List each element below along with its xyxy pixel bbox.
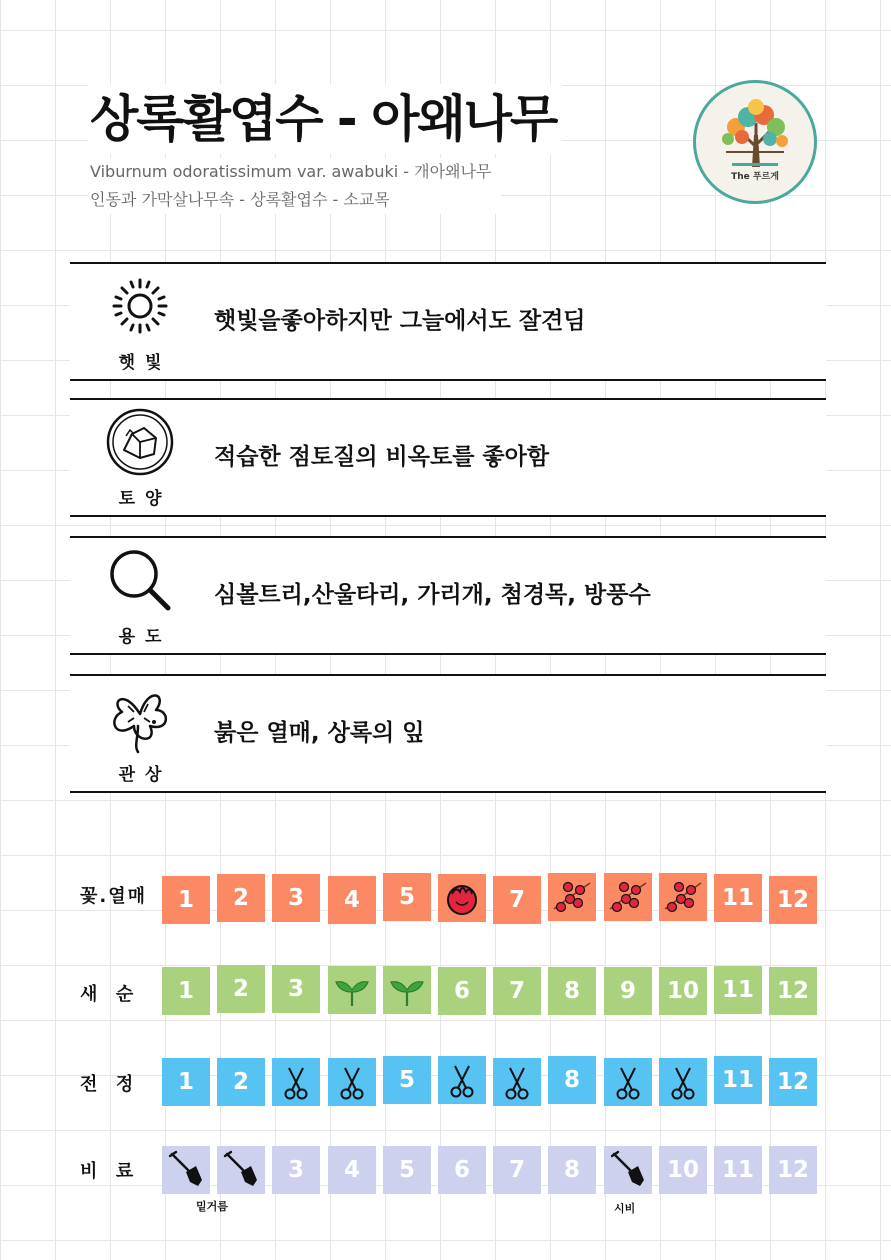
month-cell: 8	[548, 1056, 596, 1104]
section-ornamental	[70, 674, 826, 793]
month-cell: 5	[383, 1056, 431, 1104]
scientific-name: Viburnum odoratissimum var. awabuki - 개아왜나무	[90, 162, 492, 181]
clover-icon	[104, 682, 176, 754]
logo-text: The 푸르게	[731, 172, 779, 182]
month-cell: 7	[493, 1146, 541, 1194]
magnifier-icon	[104, 544, 176, 616]
section-text: 심볼트리,산울타리, 가리개, 첨경목, 방풍수	[214, 582, 651, 608]
calendar-row-label: 새 순	[80, 984, 136, 1005]
month-cell: 2	[217, 965, 265, 1013]
note-base-fertilizer: 밑거름	[196, 1200, 228, 1213]
calendar-row-label: 전 정	[80, 1074, 136, 1095]
berries-icon	[548, 873, 596, 921]
month-cell: 12	[769, 1146, 817, 1194]
tree-logo-icon	[696, 83, 814, 201]
month-cell: 12	[769, 876, 817, 924]
month-cell: 6	[438, 1146, 486, 1194]
berries-icon	[604, 873, 652, 921]
month-cell: 11	[714, 1056, 762, 1104]
month-cell: 1	[162, 1058, 210, 1106]
classification: 인동과 가막살나무속 - 상록활엽수 - 소교목	[90, 190, 390, 209]
month-cell: 8	[548, 967, 596, 1015]
shovel-icon	[604, 1146, 652, 1194]
scissors-icon	[272, 1058, 320, 1106]
month-cell: 1	[162, 967, 210, 1015]
month-cell: 3	[272, 1146, 320, 1194]
section-text: 햇빛을좋아하지만 그늘에서도 잘견딤	[214, 308, 586, 334]
month-cell: 10	[659, 967, 707, 1015]
month-cell: 8	[548, 1146, 596, 1194]
section-label: 관상	[118, 765, 172, 785]
sprout-icon	[383, 966, 431, 1014]
month-cell: 7	[493, 876, 541, 924]
calendar-row-label: 비 료	[80, 1161, 136, 1182]
section-sunlight	[70, 262, 826, 381]
month-cell: 2	[217, 874, 265, 922]
page-title: 상록활엽수 - 아왜나무	[88, 84, 562, 154]
shovel-icon	[217, 1146, 265, 1194]
month-cell: 12	[769, 967, 817, 1015]
month-cell: 5	[383, 1146, 431, 1194]
month-cell: 1	[162, 876, 210, 924]
flower-icon	[438, 874, 486, 922]
month-cell: 11	[714, 966, 762, 1014]
soil-icon	[104, 406, 176, 478]
month-cell: 4	[328, 1146, 376, 1194]
month-cell: 10	[659, 1146, 707, 1194]
berries-icon	[659, 873, 707, 921]
section-label: 용도	[118, 627, 172, 647]
month-cell: 4	[328, 876, 376, 924]
shovel-icon	[162, 1146, 210, 1194]
month-cell: 3	[272, 874, 320, 922]
month-cell: 5	[383, 873, 431, 921]
subtitle	[88, 158, 501, 214]
scissors-icon	[659, 1058, 707, 1106]
section-label: 햇빛	[118, 353, 172, 373]
scissors-icon	[493, 1058, 541, 1106]
month-cell: 11	[714, 874, 762, 922]
scissors-icon	[328, 1058, 376, 1106]
month-cell: 7	[493, 967, 541, 1015]
sun-icon	[104, 270, 176, 342]
calendar-row-label: 꽃.열매	[80, 886, 148, 907]
scissors-icon	[604, 1058, 652, 1106]
section-usage	[70, 536, 826, 655]
month-cell: 12	[769, 1058, 817, 1106]
month-cell: 11	[714, 1146, 762, 1194]
section-label: 토양	[118, 489, 172, 509]
month-cell: 3	[272, 965, 320, 1013]
sprout-icon	[328, 966, 376, 1014]
section-text: 적습한 점토질의 비옥토를 좋아함	[214, 444, 550, 470]
logo	[693, 80, 817, 204]
scissors-icon	[438, 1056, 486, 1104]
month-cell: 9	[604, 967, 652, 1015]
month-cell: 6	[438, 967, 486, 1015]
section-text: 붉은 열매, 상록의 잎	[214, 720, 425, 746]
section-soil	[70, 398, 826, 517]
note-fertilizing: 시비	[614, 1202, 636, 1215]
month-cell: 2	[217, 1058, 265, 1106]
